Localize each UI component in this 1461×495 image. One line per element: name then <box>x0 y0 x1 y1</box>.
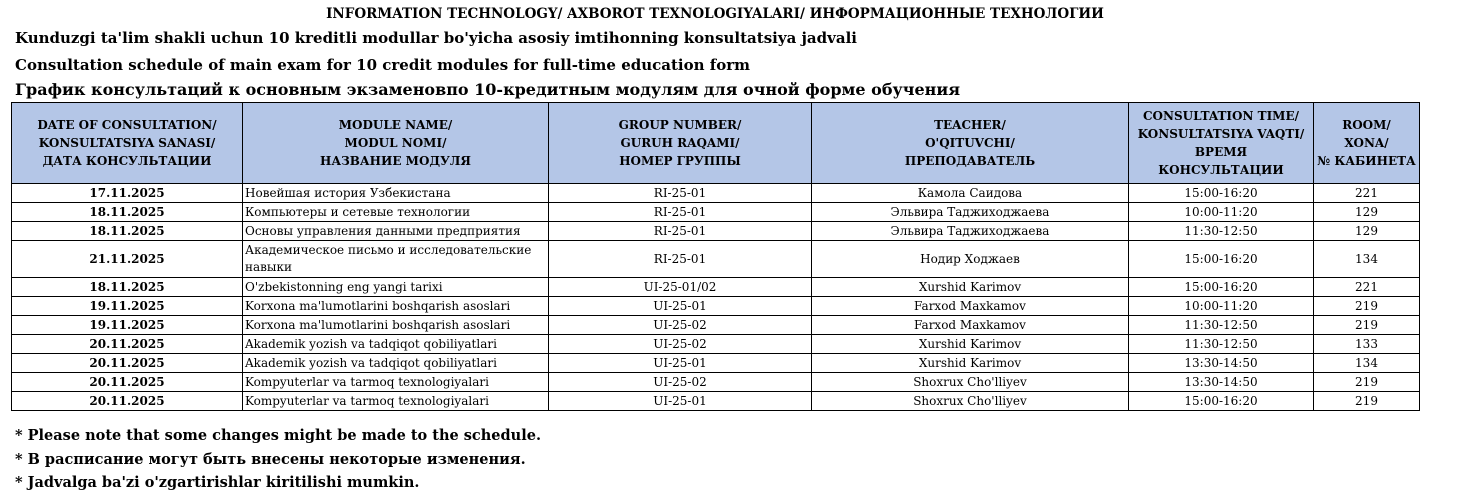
header-line-en: ROOM/ <box>1342 118 1391 132</box>
cell-group: UI-25-01 <box>549 354 812 373</box>
column-header-teacher <box>812 103 1129 184</box>
cell-group: RI-25-01 <box>549 184 812 203</box>
cell-time: 13:30-14:50 <box>1129 354 1314 373</box>
header-line-en: GROUP NUMBER/ <box>618 118 742 132</box>
table-header-row <box>12 103 1420 184</box>
subtitle-ru: График консультаций к основным экзаменовпо 10-кредитным модулям для очной форме обучения <box>15 80 961 99</box>
table-row <box>12 354 1420 373</box>
column-header-room <box>1314 103 1420 184</box>
subtitle-uz: Kunduzgi ta'lim shakli uchun 10 kreditli modullar bo'yicha asosiy imtihonning konsultatsiya jadvali <box>15 29 857 47</box>
cell-room: 221 <box>1314 184 1420 203</box>
cell-group: UI-25-01 <box>549 297 812 316</box>
header-line-uz: XONA/ <box>1344 136 1389 150</box>
header-line-uz: MODUL NOMI/ <box>344 136 447 150</box>
header-line-ru: НАЗВАНИЕ МОДУЛЯ <box>319 154 472 168</box>
cell-teacher: Xurshid Karimov <box>812 335 1129 354</box>
cell-room: 221 <box>1314 278 1420 297</box>
table-row <box>12 335 1420 354</box>
cell-teacher: Farxod Maxkamov <box>812 297 1129 316</box>
cell-group: RI-25-01 <box>549 222 812 241</box>
cell-module: Kompyuterlar va tarmoq texnologiyalari <box>243 373 549 392</box>
cell-module: Компьютеры и сетевые технологии <box>243 203 549 222</box>
table-row <box>12 222 1420 241</box>
header-line-ru: НОМЕР ГРУППЫ <box>619 154 741 168</box>
cell-time: 10:00-11:20 <box>1129 297 1314 316</box>
column-header-group <box>549 103 812 184</box>
cell-module: Akademik yozish va tadqiqot qobiliyatlari <box>243 335 549 354</box>
header-line-uz: O'QITUVCHI/ <box>925 136 1015 150</box>
cell-room: 219 <box>1314 392 1420 411</box>
table-row <box>12 184 1420 203</box>
cell-teacher: Xurshid Karimov <box>812 278 1129 297</box>
cell-date: 19.11.2025 <box>12 297 243 316</box>
table-row <box>12 297 1420 316</box>
cell-date: 17.11.2025 <box>12 184 243 203</box>
table-row <box>12 241 1420 278</box>
cell-room: 134 <box>1314 241 1420 278</box>
cell-group: UI-25-02 <box>549 335 812 354</box>
cell-group: RI-25-01 <box>549 203 812 222</box>
cell-teacher: Shoxrux Cho'lliyev <box>812 392 1129 411</box>
column-header-date <box>12 103 243 184</box>
header-line-ru: ВРЕМЯ КОНСУЛЬТАЦИИ <box>1158 145 1284 177</box>
cell-room: 134 <box>1314 354 1420 373</box>
cell-room: 129 <box>1314 222 1420 241</box>
cell-date: 20.11.2025 <box>12 354 243 373</box>
cell-date: 18.11.2025 <box>12 203 243 222</box>
cell-time: 15:00-16:20 <box>1129 392 1314 411</box>
header-line-en: CONSULTATION TIME/ <box>1143 109 1299 123</box>
cell-date: 18.11.2025 <box>12 278 243 297</box>
cell-time: 15:00-16:20 <box>1129 278 1314 297</box>
header-line-en: MODULE NAME/ <box>338 118 453 132</box>
cell-room: 129 <box>1314 203 1420 222</box>
cell-module: Академическое письмо и исследовательские навыки <box>243 241 549 278</box>
cell-teacher: Камола Саидова <box>812 184 1129 203</box>
cell-time: 15:00-16:20 <box>1129 184 1314 203</box>
cell-room: 133 <box>1314 335 1420 354</box>
header-line-uz: KONSULTATSIYA SANASI/ <box>38 136 216 150</box>
cell-module: Основы управления данными предприятия <box>243 222 549 241</box>
cell-teacher: Farxod Maxkamov <box>812 316 1129 335</box>
cell-date: 21.11.2025 <box>12 241 243 278</box>
cell-time: 11:30-12:50 <box>1129 222 1314 241</box>
cell-time: 11:30-12:50 <box>1129 316 1314 335</box>
consultation-schedule-table <box>11 102 1420 411</box>
cell-date: 20.11.2025 <box>12 392 243 411</box>
header-line-en: DATE OF CONSULTATION/ <box>37 118 217 132</box>
header-line-ru: № КАБИНЕТА <box>1317 154 1416 168</box>
cell-room: 219 <box>1314 297 1420 316</box>
cell-date: 20.11.2025 <box>12 373 243 392</box>
page-title: INFORMATION TECHNOLOGY/ AXBOROT TEXNOLOGIYALARI/ ИНФОРМАЦИОННЫЕ ТЕХНОЛОГИИ <box>326 6 1104 22</box>
column-header-time <box>1129 103 1314 184</box>
header-line-ru: ПРЕПОДАВАТЕЛЬ <box>904 154 1036 168</box>
header-line-uz: KONSULTATSIYA VAQTI/ <box>1137 127 1305 141</box>
cell-date: 18.11.2025 <box>12 222 243 241</box>
header-line-ru: ДАТА КОНСУЛЬТАЦИИ <box>42 154 212 168</box>
note-uz: * Jadvalga ba'zi o'zgartirishlar kiritilishi mumkin. <box>15 474 420 491</box>
cell-module: Kompyuterlar va tarmoq texnologiyalari <box>243 392 549 411</box>
cell-time: 13:30-14:50 <box>1129 373 1314 392</box>
table-row <box>12 316 1420 335</box>
cell-module: O'zbekistonning eng yangi tarixi <box>243 278 549 297</box>
table-row <box>12 203 1420 222</box>
note-ru: * В расписание могут быть внесены некоторые изменения. <box>15 451 526 468</box>
note-en: * Please note that some changes might be made to the schedule. <box>15 427 541 444</box>
cell-teacher: Shoxrux Cho'lliyev <box>812 373 1129 392</box>
subtitle-en: Consultation schedule of main exam for 10 credit modules for full-time education form <box>15 56 750 74</box>
cell-module: Новейшая история Узбекистана <box>243 184 549 203</box>
cell-time: 11:30-12:50 <box>1129 335 1314 354</box>
cell-module: Korxona ma'lumotlarini boshqarish asoslari <box>243 297 549 316</box>
cell-teacher: Xurshid Karimov <box>812 354 1129 373</box>
table-row <box>12 392 1420 411</box>
header-line-en: TEACHER/ <box>934 118 1006 132</box>
cell-teacher: Эльвира Таджиходжаева <box>812 222 1129 241</box>
header-line-uz: GURUH RAQAMI/ <box>620 136 740 150</box>
cell-time: 10:00-11:20 <box>1129 203 1314 222</box>
cell-group: RI-25-01 <box>549 241 812 278</box>
cell-time: 15:00-16:20 <box>1129 241 1314 278</box>
cell-group: UI-25-01 <box>549 392 812 411</box>
table-row <box>12 278 1420 297</box>
cell-group: UI-25-02 <box>549 316 812 335</box>
cell-group: UI-25-02 <box>549 373 812 392</box>
cell-date: 20.11.2025 <box>12 335 243 354</box>
cell-module: Akademik yozish va tadqiqot qobiliyatlari <box>243 354 549 373</box>
cell-teacher: Эльвира Таджиходжаева <box>812 203 1129 222</box>
cell-date: 19.11.2025 <box>12 316 243 335</box>
cell-teacher: Нодир Ходжаев <box>812 241 1129 278</box>
cell-room: 219 <box>1314 316 1420 335</box>
column-header-module <box>243 103 549 184</box>
cell-module: Korxona ma'lumotlarini boshqarish asoslari <box>243 316 549 335</box>
cell-group: UI-25-01/02 <box>549 278 812 297</box>
cell-room: 219 <box>1314 373 1420 392</box>
table-row <box>12 373 1420 392</box>
